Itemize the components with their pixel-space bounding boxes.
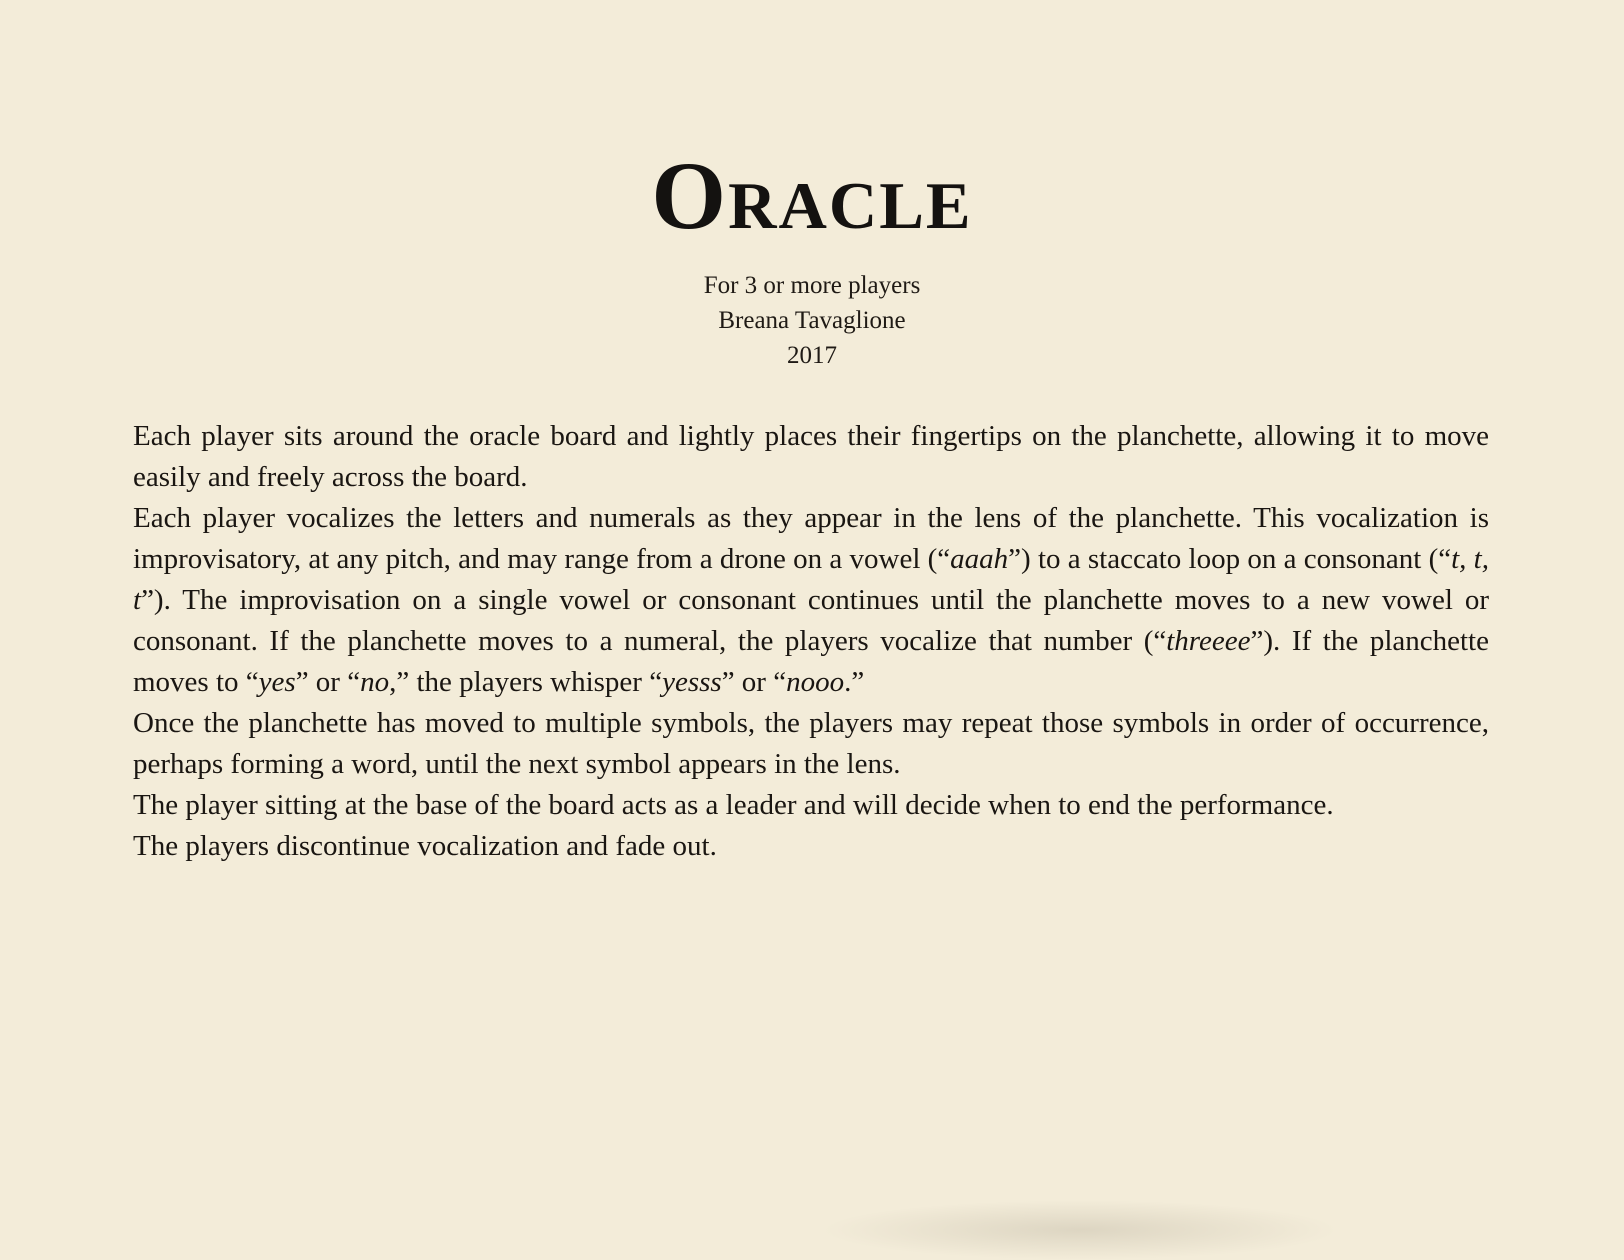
players-line: For 3 or more players [703, 272, 921, 299]
author-line: Breana Tavaglione [718, 307, 906, 334]
instructions-body [133, 416, 1489, 867]
paragraph-5: The players discontinue vocalization and fade out. [133, 830, 717, 862]
p2-em-no: no [360, 666, 390, 698]
p2-em-yes: yes [258, 666, 296, 698]
paragraph-3: Once the planchette has moved to multiple symbols, the players may repeat those symbols in order of occurrence, perhaps forming a word, until the next symbol appears in the lens. [133, 707, 1489, 780]
p2-em-ttt: t, t, t [133, 543, 1489, 616]
p2-text-a: Each player vocalizes the letters and numerals as they appear in the lens of the planchette. This vocalization is improvisatory, at any pitch, and may range from a drone on a vowel (“ [133, 502, 1489, 575]
page-title: Oracle [651, 142, 973, 249]
paragraph-2 [133, 498, 1489, 703]
p2-text-m: ” or “ [721, 666, 787, 698]
p2-text-g: ”). If the planchette moves to “ [133, 625, 1489, 698]
page-shadow [820, 1200, 1340, 1260]
year-line: 2017 [787, 342, 837, 369]
p2-em-nooo: nooo [786, 666, 845, 698]
p2-em-aaah: aaah [950, 543, 1009, 575]
p2-text-c: ”) to a staccato loop on a consonant (“ [1008, 543, 1452, 575]
paragraph-4: The player sitting at the base of the board acts as a leader and will decide when to end the performance. [133, 789, 1334, 821]
p2-em-yesss: yesss [662, 666, 722, 698]
paragraph-1: Each player sits around the oracle board and lightly places their fingertips on the planchette, allowing it to move easily and freely across the board. [133, 420, 1489, 493]
p2-text-e: ”). The improvisation on a single vowel or consonant continues until the planchette moves to a new vowel or consonant. If the planchette moves to a numeral, the players vocalize that number (“ [133, 584, 1489, 657]
p2-text-i: ” or “ [295, 666, 361, 698]
p2-text-k: ,” the players whisper “ [389, 666, 663, 698]
p2-text-o: .” [844, 666, 865, 698]
p2-em-threeee: threeee [1166, 625, 1251, 657]
title-meta [0, 268, 1624, 373]
